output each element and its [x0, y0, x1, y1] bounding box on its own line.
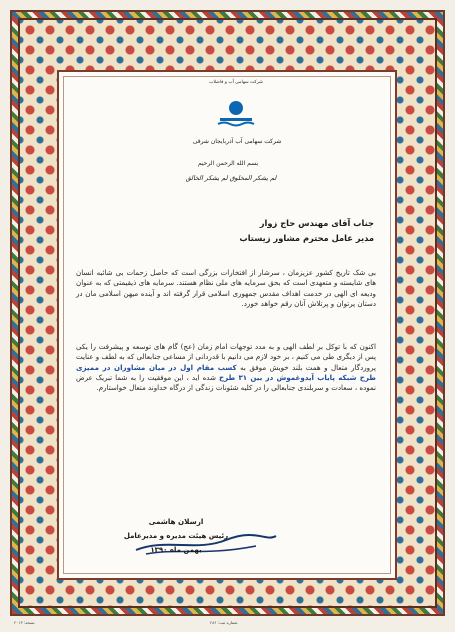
recipient-name: جناب آقای مهندس حاج زوار: [259, 218, 374, 228]
tagline: لم یشکر المخلوق لم یشکر الخالق: [185, 174, 277, 182]
paragraph-2-intro: اکنون که با توکل بر لطف الهی و به مدد توجهات امام زمان (عج) گام های توسعه و پیشرفت را یکی پس از دیگری طی می کنیم ، بر خود لازم می دانیم با قدردانی از مساعی جنابعالی که به لطف و عنایت پروردگار متعال و همت بلند خویش موفق به: [76, 342, 376, 372]
company-logo: [206, 80, 266, 144]
certificate-content: [66, 80, 386, 570]
water-logo-icon: [216, 96, 256, 128]
paragraph-2-ending: شده اید ، این موفقیت را به شما تبریک عرض نموده ، سعادت و سربلندی جنابعالی را در کلیه شئونات زندگی از درگاه خداوند متعال خواستارم.: [76, 372, 376, 393]
signer-name: ارسلان هاشمی: [148, 517, 204, 526]
paragraph-1: بی شک تاریخ کشور عزیزمان ، سرشار از افتخارات بزرگی است که حاصل زحمات بی شائبه انسان های شایسته و متعهدی است که بحق سرمایه های ملی نظام هستند. سرمایه های ذیقیمتی که به عنوان ودیعه ای الهی در خدمت اهداف مقدس جمهوری اسلامی قرار گرفته اند و آینده میهن اسلامی مان در دستان پرتوان و پرتلاش آنان رقم خواهد خورد.: [76, 268, 376, 308]
footer-left: نسخه: ۲۰۱۳: [14, 620, 35, 625]
signer-title: رئیس هیئت مدیره و مدیرعامل: [123, 532, 229, 540]
company-name: شرکت سهامی آب آذربایجان شرقی: [192, 138, 282, 145]
recipient-title: مدیر عامل محترم مشاور زیستاب: [239, 233, 374, 243]
certificate-date: بهمن ماه ۱۳۹۰: [150, 546, 202, 554]
paragraph-2-highlight: کسب مقام اول در میان مشاوران در ممیزی طرح شبکه پایاب آیدوغموش در بین ۳۱ طرح: [76, 362, 376, 382]
company-top-line: شرکت سهامی آب و فاضلاب: [209, 80, 263, 85]
footer-center: شماره ثبت: ۲۸۶: [210, 620, 238, 625]
paragraph-2: [76, 342, 376, 393]
basmala: بسم الله الرحمن الرحیم: [197, 160, 259, 167]
signature-block: [106, 517, 246, 554]
